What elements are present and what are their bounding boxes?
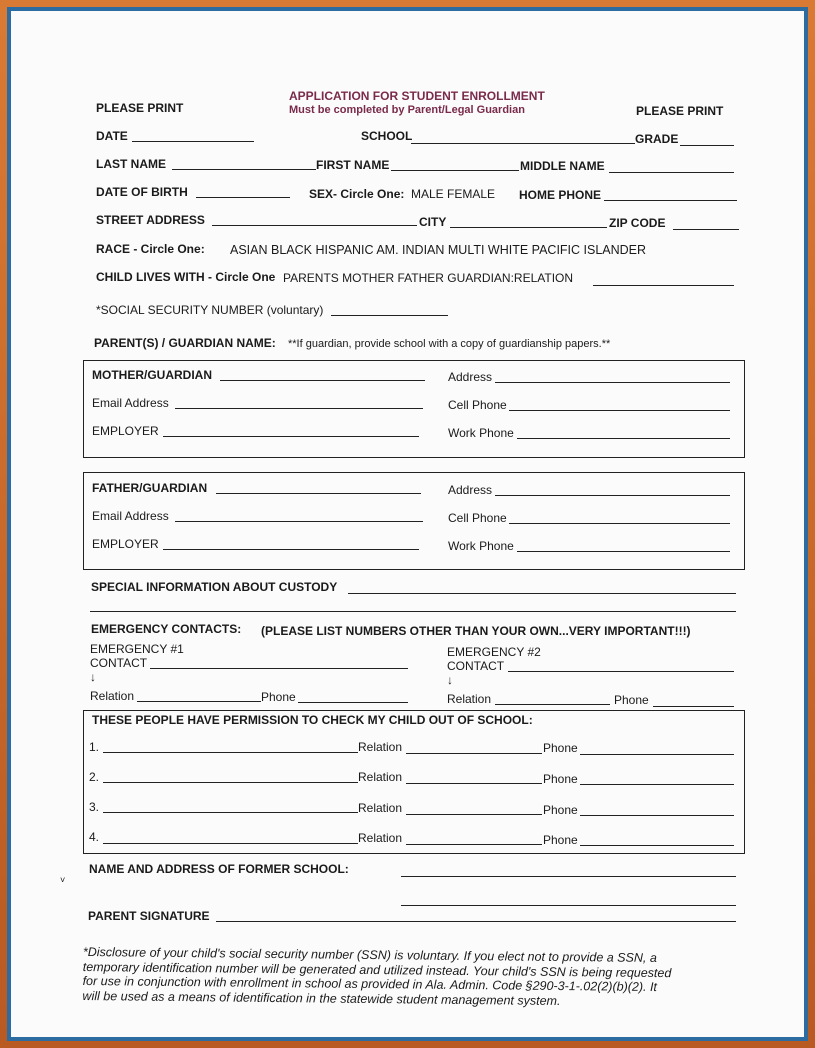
city-field[interactable] — [450, 227, 607, 228]
emergency-1-arrow: ↓ — [90, 670, 96, 684]
emergency-1-relation-label: Relation — [90, 689, 135, 703]
father-work-label: Work Phone — [448, 539, 514, 553]
permission-row-4-phone-label: Phone — [543, 833, 578, 847]
permission-title: THESE PEOPLE HAVE PERMISSION TO CHECK MY CHILD OUT OF SCHOOL: — [92, 713, 533, 727]
emergency-1-label: EMERGENCY #1 — [90, 642, 184, 656]
permission-row-4-relation-label: Relation — [358, 831, 403, 845]
father-work-field[interactable] — [517, 551, 730, 552]
last-name-label: LAST NAME — [96, 157, 166, 171]
race-label: RACE - Circle One: — [96, 242, 205, 256]
permission-row-3-name[interactable] — [103, 812, 358, 813]
emergency-2-contact-field[interactable] — [508, 671, 734, 672]
permission-row-3-relation[interactable] — [406, 814, 542, 815]
race-options[interactable]: ASIAN BLACK HISPANIC AM. INDIAN MULTI WHITE PACIFIC ISLANDER — [230, 243, 647, 257]
emergency-1-contact-field[interactable] — [150, 668, 408, 669]
emergency-2-relation-label: Relation — [447, 692, 492, 706]
please-print-left: PLEASE PRINT — [96, 101, 184, 115]
mother-address-field[interactable] — [495, 382, 730, 383]
middle-name-label: MIDDLE NAME — [520, 159, 605, 173]
grade-label: GRADE — [635, 132, 679, 146]
signature-field[interactable] — [216, 921, 736, 922]
stray-mark: ˅ — [60, 875, 66, 885]
emergency-1-relation-field[interactable] — [137, 701, 261, 702]
school-field[interactable] — [411, 143, 635, 144]
father-employer-field[interactable] — [163, 549, 419, 550]
sex-label: SEX- Circle One: — [309, 187, 405, 201]
father-cell-field[interactable] — [509, 523, 730, 524]
emergency-2-contact-label: CONTACT — [447, 659, 505, 673]
permission-row-2-name[interactable] — [103, 782, 358, 783]
father-cell-label: Cell Phone — [448, 511, 507, 525]
footnote-line-2: temporary identification number will be generated and utilized instead. Your child's SSN is being requested — [82, 959, 672, 980]
permission-row-4-number: 4. — [89, 830, 100, 844]
permission-row-1-relation[interactable] — [406, 753, 542, 754]
permission-row-3-phone[interactable] — [580, 815, 734, 816]
former-school-label: NAME AND ADDRESS OF FORMER SCHOOL: — [89, 862, 349, 876]
emergency-2-phone-field[interactable] — [653, 706, 734, 707]
zip-label: ZIP CODE — [609, 216, 666, 230]
permission-row-1-relation-label: Relation — [358, 740, 403, 754]
mother-work-label: Work Phone — [448, 426, 514, 440]
footnote-line-1: *Disclosure of your child's social security number (SSN) is voluntary. If you elect not to provide a SSN, a — [82, 945, 657, 966]
mother-cell-label: Cell Phone — [448, 398, 507, 412]
permission-row-3-relation-label: Relation — [358, 801, 403, 815]
mother-work-field[interactable] — [517, 438, 730, 439]
relation-field[interactable] — [593, 285, 734, 286]
mother-employer-field[interactable] — [163, 436, 419, 437]
mother-address-label: Address — [448, 370, 493, 384]
permission-row-4-phone[interactable] — [580, 845, 734, 846]
street-field[interactable] — [212, 225, 417, 226]
custody-field-1[interactable] — [348, 593, 736, 594]
permission-row-2-phone-label: Phone — [543, 772, 578, 786]
permission-row-1-name[interactable] — [103, 752, 358, 753]
mother-email-label: Email Address — [92, 396, 169, 410]
permission-row-2-number: 2. — [89, 770, 100, 784]
permission-row-4-relation[interactable] — [406, 844, 542, 845]
form-title: APPLICATION FOR STUDENT ENROLLMENT — [289, 89, 545, 103]
mother-cell-field[interactable] — [509, 410, 730, 411]
custody-label: SPECIAL INFORMATION ABOUT CUSTODY — [91, 580, 338, 594]
street-label: STREET ADDRESS — [96, 213, 205, 227]
ssn-footnote — [82, 945, 703, 1009]
last-name-field[interactable] — [172, 169, 316, 170]
emergency-2-label: EMERGENCY #2 — [447, 645, 541, 659]
father-email-field[interactable] — [175, 521, 423, 522]
please-print-right: PLEASE PRINT — [636, 104, 724, 118]
form-subtitle: Must be completed by Parent/Legal Guardian — [289, 104, 525, 116]
former-school-field-1[interactable] — [401, 876, 736, 877]
ssn-label: *SOCIAL SECURITY NUMBER (voluntary) — [96, 303, 324, 317]
guardian-note: **If guardian, provide school with a copy of guardianship papers.** — [288, 338, 611, 350]
father-address-label: Address — [448, 483, 493, 497]
guardian-label: PARENT(S) / GUARDIAN NAME: — [94, 336, 276, 350]
sex-options[interactable]: MALE FEMALE — [411, 187, 496, 201]
former-school-field-2[interactable] — [401, 905, 736, 906]
mother-employer-label: EMPLOYER — [92, 424, 159, 438]
permission-row-2-relation-label: Relation — [358, 770, 403, 784]
mother-email-field[interactable] — [175, 408, 423, 409]
ssn-field[interactable] — [331, 315, 448, 316]
date-field[interactable] — [132, 141, 254, 142]
first-name-field[interactable] — [391, 170, 519, 171]
emergency-1-contact-label: CONTACT — [90, 656, 148, 670]
permission-row-4-name[interactable] — [103, 843, 358, 844]
grade-field[interactable] — [680, 145, 734, 146]
date-label: DATE — [96, 129, 128, 143]
city-label: CITY — [419, 215, 447, 229]
permission-row-2-phone[interactable] — [580, 784, 734, 785]
permission-row-3-number: 3. — [89, 800, 100, 814]
zip-field[interactable] — [673, 229, 739, 230]
emergency-1-phone-field[interactable] — [298, 702, 408, 703]
permission-row-1-number: 1. — [89, 740, 100, 754]
footnote-line-4: will be used as a means of identification in the statewide student management system. — [82, 988, 561, 1008]
permission-row-1-phone-label: Phone — [543, 741, 578, 755]
emergency-2-relation-field[interactable] — [495, 704, 610, 705]
lives-with-label: CHILD LIVES WITH - Circle One — [96, 270, 276, 284]
emergency-note: (PLEASE LIST NUMBERS OTHER THAN YOUR OWN...VERY IMPORTANT!!!) — [261, 624, 691, 638]
mother-name-field[interactable] — [220, 380, 425, 381]
father-employer-label: EMPLOYER — [92, 537, 159, 551]
footnote-line-3: for use in conjunction with enrollment in school as provided in Ala. Admin. Code §290-3-1-.02(2)(b)(2). It — [82, 973, 658, 995]
emergency-label: EMERGENCY CONTACTS: — [91, 622, 242, 636]
dob-label: DATE OF BIRTH — [96, 185, 188, 199]
lives-with-options[interactable]: PARENTS MOTHER FATHER GUARDIAN:RELATION — [283, 271, 574, 285]
home-phone-field[interactable] — [604, 200, 737, 201]
school-label: SCHOOL — [361, 129, 413, 143]
father-name-field[interactable] — [216, 493, 421, 494]
father-name-label: FATHER/GUARDIAN — [92, 481, 208, 495]
permission-row-3-phone-label: Phone — [543, 803, 578, 817]
middle-name-field[interactable] — [609, 172, 734, 173]
emergency-2-arrow: ↓ — [447, 673, 453, 687]
father-email-label: Email Address — [92, 509, 169, 523]
emergency-1-phone-label: Phone — [261, 690, 296, 704]
signature-label: PARENT SIGNATURE — [88, 909, 210, 923]
emergency-2-phone-label: Phone — [614, 693, 649, 707]
permission-row-1-phone[interactable] — [580, 754, 734, 755]
mother-name-label: MOTHER/GUARDIAN — [92, 368, 212, 382]
home-phone-label: HOME PHONE — [519, 188, 602, 202]
dob-field[interactable] — [196, 197, 290, 198]
custody-field-2[interactable] — [90, 611, 736, 612]
first-name-label: FIRST NAME — [316, 158, 390, 172]
permission-row-2-relation[interactable] — [406, 783, 542, 784]
father-address-field[interactable] — [495, 495, 730, 496]
